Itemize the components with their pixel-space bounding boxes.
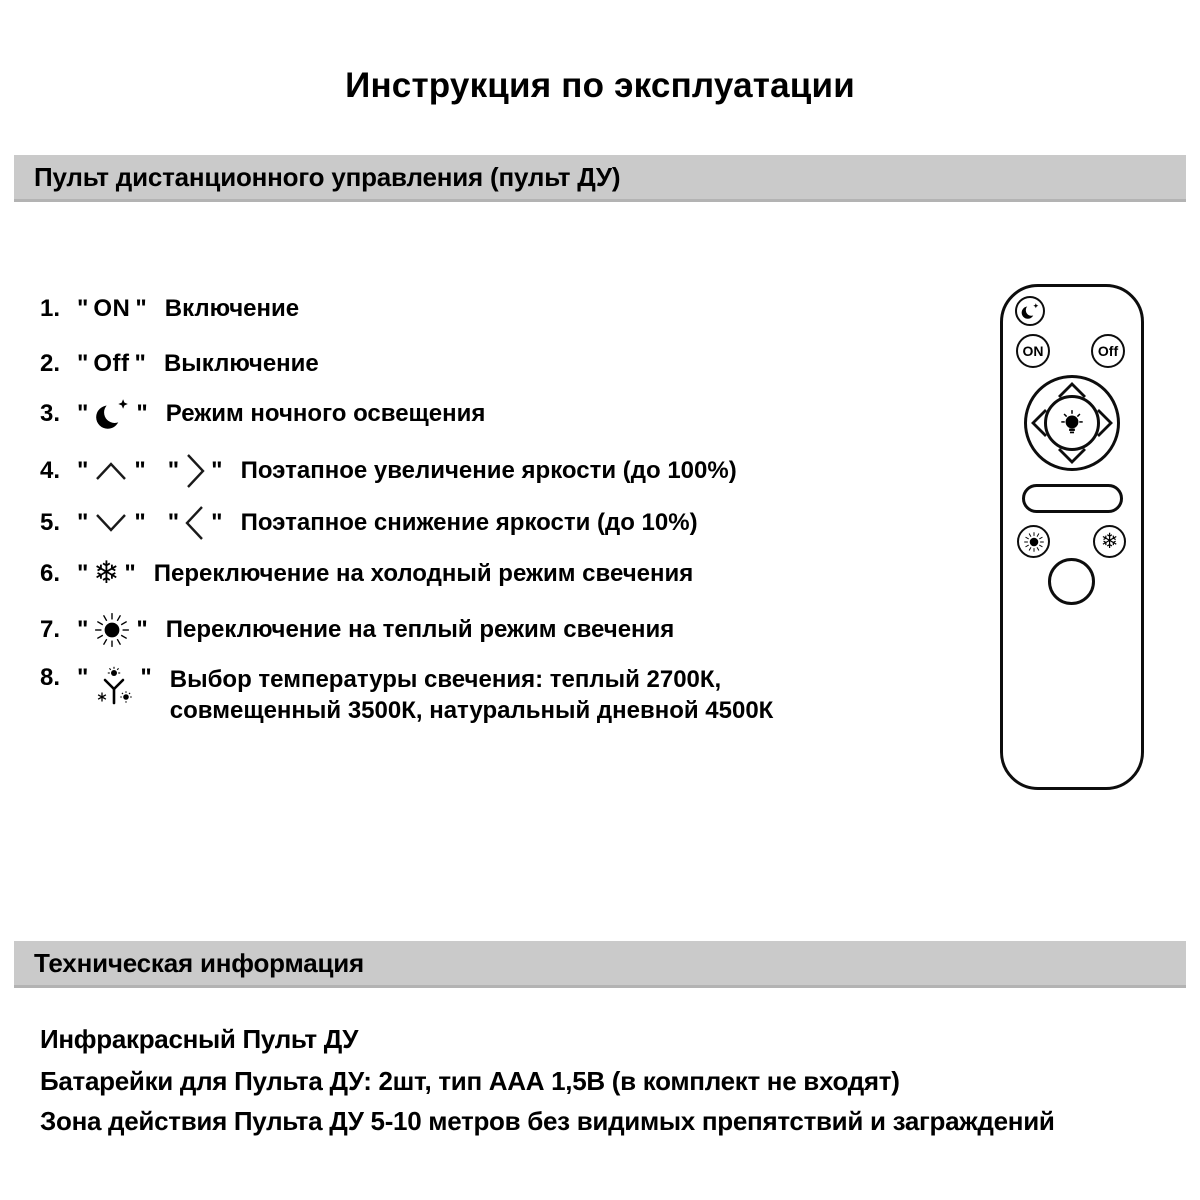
section-header-remote xyxy=(14,155,1186,202)
night-mode-button xyxy=(1015,296,1045,326)
chevron-up-icon xyxy=(93,460,129,482)
quote-mark: " xyxy=(134,457,146,484)
item-text: Переключение на теплый режим свечения xyxy=(165,616,675,643)
remote-control-diagram xyxy=(1000,284,1144,790)
crescent-moon-icon xyxy=(1020,302,1040,320)
sun-icon xyxy=(1023,531,1045,553)
item-number: 3. xyxy=(40,400,61,427)
item-text: Поэтапное снижение яркости (до 10%) xyxy=(240,509,698,536)
off-button xyxy=(1091,334,1125,368)
on-keyword: ON xyxy=(93,295,131,322)
quote-mark: " xyxy=(77,350,89,377)
section-header-tech xyxy=(14,941,1186,988)
chevron-right-icon xyxy=(184,452,206,490)
instruction-item-warm-mode xyxy=(40,611,674,649)
cold-mode-button xyxy=(1093,525,1126,558)
item-text: Выбор температуры свечения: теплый 2700К, совмещенный 3500К, натуральный дневной 4500К xyxy=(169,666,774,724)
section-header-tech-label: Техническая информация xyxy=(34,947,364,978)
pill-button xyxy=(1022,484,1123,513)
instruction-item-temperature-select xyxy=(40,664,890,726)
quote-mark: " xyxy=(135,295,147,322)
chevron-left-icon xyxy=(184,504,206,542)
instruction-item-on xyxy=(40,295,299,323)
instruction-item-brightness-down xyxy=(40,504,698,542)
dpad-ring xyxy=(1024,375,1120,471)
item-number: 7. xyxy=(40,616,61,643)
snowflake-icon: ❄ xyxy=(1100,529,1119,553)
on-button xyxy=(1016,334,1050,368)
snowflake-icon: ❄ xyxy=(93,555,120,591)
instruction-item-cold-mode xyxy=(40,555,694,591)
item-text: Поэтапное увеличение яркости (до 100%) xyxy=(240,457,737,484)
quote-mark: " xyxy=(211,509,223,536)
item-text: Включение xyxy=(164,295,300,322)
quote-mark: " xyxy=(77,295,89,322)
quote-mark: " xyxy=(136,400,148,427)
quote-mark: " xyxy=(77,457,89,484)
quote-mark: " xyxy=(211,457,223,484)
quote-mark: " xyxy=(134,350,146,377)
item-text: Переключение на холодный режим свечения xyxy=(153,559,694,587)
item-number: 4. xyxy=(40,457,61,484)
quote-mark: " xyxy=(77,509,89,536)
quote-mark: " xyxy=(167,457,180,484)
instruction-item-brightness-up xyxy=(40,452,737,490)
instruction-item-off xyxy=(40,350,319,378)
on-button-label: ON xyxy=(1022,343,1044,359)
quote-mark: " xyxy=(134,509,146,536)
tech-info-line: Инфракрасный Пульт ДУ xyxy=(40,1024,359,1054)
quote-mark: " xyxy=(77,559,89,587)
round-button xyxy=(1048,558,1095,605)
quote-mark: " xyxy=(77,616,89,643)
item-text: Режим ночного освещения xyxy=(165,400,486,427)
item-number: 5. xyxy=(40,509,61,536)
item-number: 6. xyxy=(40,559,61,587)
page-title: Инструкция по эксплуатации xyxy=(345,66,855,105)
quote-mark: " xyxy=(136,616,148,643)
temperature-branch-icon xyxy=(93,666,135,706)
dpad-center-button xyxy=(1044,395,1100,451)
quote-mark: " xyxy=(140,664,152,691)
off-button-label: Off xyxy=(1097,343,1119,359)
section-header-remote-label: Пульт дистанционного управления (пульт ДУ) xyxy=(34,161,621,192)
quote-mark: " xyxy=(167,509,180,536)
item-number: 2. xyxy=(40,350,61,377)
off-keyword: Off xyxy=(93,350,130,377)
tech-info-line: Зона действия Пульта ДУ 5-10 метров без видимых препятствий и заграждений xyxy=(40,1106,1055,1136)
warm-mode-button xyxy=(1017,525,1050,558)
quote-mark: " xyxy=(77,664,89,691)
item-number: 1. xyxy=(40,295,61,322)
crescent-moon-icon xyxy=(93,397,131,431)
tech-info-line: Батарейки для Пульта ДУ: 2шт, тип ААА 1,5В (в комплект не входят) xyxy=(40,1066,900,1096)
quote-mark: " xyxy=(77,400,89,427)
item-number: 8. xyxy=(40,664,61,691)
quote-mark: " xyxy=(124,559,136,587)
item-text: Выключение xyxy=(163,350,319,377)
instruction-item-night-mode xyxy=(40,397,485,431)
sun-icon xyxy=(93,611,131,649)
lightbulb-icon xyxy=(1057,408,1087,438)
chevron-down-icon xyxy=(93,512,129,534)
